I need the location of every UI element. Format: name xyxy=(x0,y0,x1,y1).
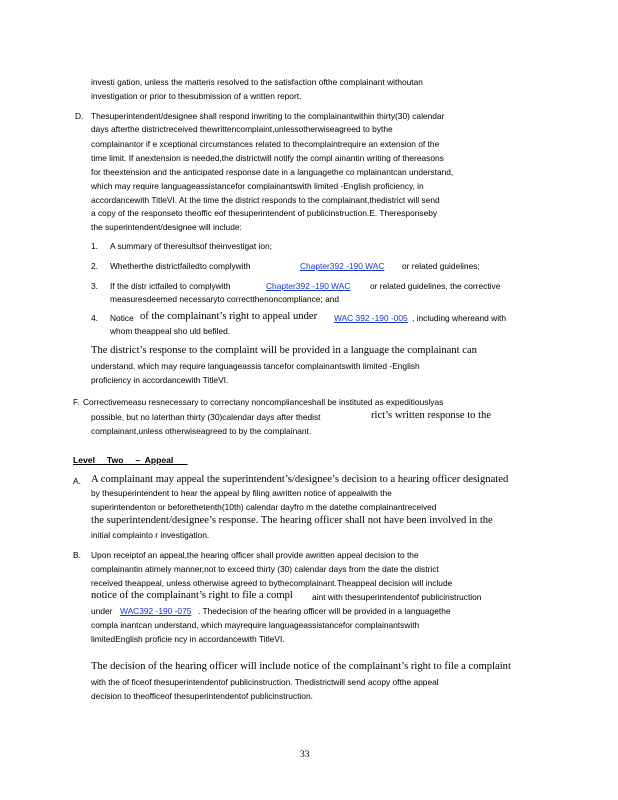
text-line: by thesuperintendent to hear the appeal by filing awritten notice of appealwith the xyxy=(91,488,392,498)
wac-link[interactable]: WAC 392 -190 -005 xyxy=(334,313,408,323)
section-heading: Level Two – Appeal xyxy=(73,455,188,465)
text-line: investigation or prior to thesubmission of a written report. xyxy=(91,91,302,101)
text-line: possible, but no laterthan thirty (30)calendar days after thedist xyxy=(91,412,321,422)
text-line: superintendenton or beforethetenth(10th) calendar dayfro m the datethe complainantreceived xyxy=(91,502,437,512)
item-label-f: F. xyxy=(73,397,80,407)
text-line: investi gation, unless the matteris resolved to the satisfaction ofthe complainant withoutan xyxy=(91,77,423,87)
text-line: Whetherthe districtfailedto complywith xyxy=(110,261,251,271)
text-line-large: The decision of the hearing officer will include notice of the complainant’s right to file a complaint xyxy=(91,661,511,672)
text-line: Correctivemeasu resnecessary to correctany noncomplianceshall be instituted as expeditiouslyas xyxy=(83,397,444,407)
text-line: initial complainto r investigation. xyxy=(91,530,210,540)
text-line: or related guidelines; xyxy=(402,261,480,271)
text-line-large: of the complainant’s right to appeal under xyxy=(140,311,318,322)
text-line: under xyxy=(91,606,113,616)
text-line: Upon receiptof an appeal,the hearing officer shall provide awritten appeal decision to the xyxy=(91,550,419,560)
text-line: received theappeal, unless otherwise agreed to bythecomplainant.Theappeal decision will include xyxy=(91,578,453,588)
item-label-b: B. xyxy=(73,550,81,560)
text-line: accordancewith TitleVI. At the time the district responds to the complainant,thedistrict will send xyxy=(91,195,440,205)
sub-number: 4. xyxy=(91,313,98,323)
text-line: aint with thesuperintendentof publicinstruction xyxy=(312,592,482,602)
sub-number: 2. xyxy=(91,261,98,271)
text-line: days afterthe districtreceived thewrittencomplaint,unlessotherwiseagreed to bythe xyxy=(91,124,393,134)
sub-number: 1. xyxy=(91,241,98,251)
item-label-d: D. xyxy=(75,111,84,121)
wac-link[interactable]: WAC392 -190 -075 xyxy=(120,606,192,616)
text-line: A summary of theresultsof theinvestigat ion; xyxy=(110,241,272,251)
text-line-large: A complainant may appeal the superintendent’s/designee’s decision to a hearing officer designated xyxy=(91,474,509,485)
text-line: a copy of the responseto theoffic eof thesuperintendent of publicinstruction.E. Theresponseby xyxy=(91,208,438,218)
text-line: , including whereand with xyxy=(412,313,507,323)
text-line: Notice xyxy=(110,313,134,323)
text-line: . Thedecision of the hearing officer will be provided in a languagethe xyxy=(198,606,451,616)
text-line: proficiency in accordancewith TitleVI. xyxy=(91,375,229,385)
text-line: Thesuperintendent/designee shall respond inwriting to the complainantwithin thirty(30) calendar xyxy=(91,111,445,121)
text-line: with the of ficeof thesuperintendentof publicinstruction. Thedistrictwill send acopy ofthe appeal xyxy=(91,677,439,687)
text-line-large: rict’s written response to the xyxy=(371,410,492,421)
text-line-large: The district’s response to the complaint will be provided in a language the complainant can xyxy=(91,345,477,356)
sub-number: 3. xyxy=(91,281,98,291)
text-line: the superintendent/designee will include: xyxy=(91,222,242,232)
text-line: complainantin atimely manner,not to exceed thirty (30) calendar days from the date the district xyxy=(91,564,439,574)
text-line: limitedEnglish proficie ncy in accordancewith TitleVI. xyxy=(91,634,285,644)
wac-link[interactable]: Chapter392 -190 WAC xyxy=(300,261,385,271)
text-line: time limit. If anextension is needed,the districtwill notify the compl ainantin writing of thereasons xyxy=(91,153,444,163)
text-line: complainantor if e xceptional circumstances related to thecomplaintrequire an extension of the xyxy=(91,139,440,149)
text-line-large: the superintendent/designee’s response. The hearing officer shall not have been involved in the xyxy=(91,515,493,526)
text-line: or related guidelines, the corrective xyxy=(370,281,501,291)
text-line: whom theappeal sho uld befiled. xyxy=(110,326,231,336)
wac-link[interactable]: Chapter392 -190 WAC xyxy=(266,281,351,291)
text-line: If the distr ictfailed to complywith xyxy=(110,281,231,291)
text-line: which may require languageassistancefor complainantswith limited -English proficiency, in xyxy=(91,181,424,191)
text-line: decision to theofficeof thesuperintendentof publicinstruction. xyxy=(91,691,313,701)
item-label-a: A. xyxy=(73,476,81,486)
text-line-large: notice of the complainant’s right to file a compl xyxy=(91,590,293,601)
text-line: measuresdeemed necessaryto correctthenoncompliance; and xyxy=(110,294,340,304)
text-line: understand, which may require languageassis tancefor complainantswith limited -English xyxy=(91,361,420,371)
page-number: 33 xyxy=(300,750,310,760)
text-line: compla inantcan understand, which mayrequire languageassistancefor complainantswith xyxy=(91,620,420,630)
text-line: complainant,unless otherwiseagreed to by the complainant. xyxy=(91,426,312,436)
text-line: for theextension and the anticipated response date in a languagethe co mplainantcan understand, xyxy=(91,167,454,177)
